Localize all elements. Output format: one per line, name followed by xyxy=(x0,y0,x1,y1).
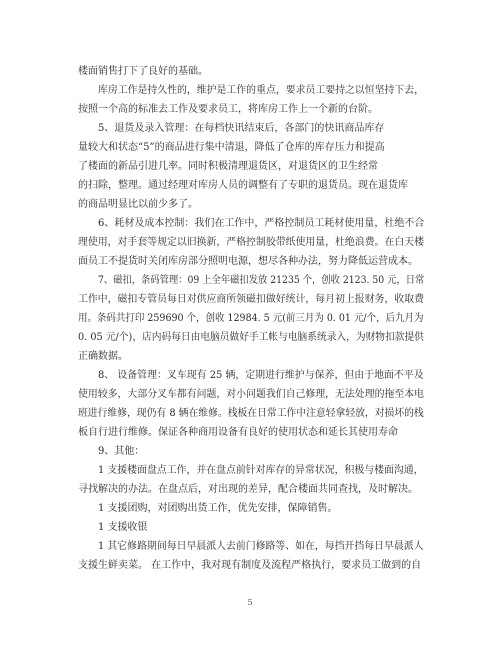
paragraph-line: 8、 设备管理：叉车现有 25 辆，定期进行维护与保养，但由于地面不平及 xyxy=(98,370,424,381)
paragraph-line: 按照一个高的标准去工作及要求员工，将库房工作上一个新的台阶。 xyxy=(78,104,378,115)
paragraph-line: 量较大和状态“5”的商品进行集中清退，降低了仓库的库存压力和提高 xyxy=(78,142,385,153)
paragraph-line: 支援生鲜卖菜。 在工作中，我对现有制度及流程严格执行，要求员工做到的自 xyxy=(78,560,422,571)
paragraph-line: 1 其它修路期间每日早晨派人去前门修路等、如在，每挡开挡每日早晨派人 xyxy=(98,541,424,552)
paragraph-line: 用。条码共打印 259690 个，创收 12984. 5 元(前三月为 0. 01 元/个，后九月为 xyxy=(78,313,424,324)
paragraph-line: 6、耗材及成本控制：我们在工作中，严格控制员工耗材使用量，杜绝不合 xyxy=(98,218,425,229)
paragraph-line: 使用较多，大部分叉车都有问题，对小问题我们自己修理，无法处理的拖至本电 xyxy=(78,389,425,400)
paragraph-line: 的扫除，整理。通过经理对库房人员的调整有了专职的退货员。现在退货库 xyxy=(78,180,408,191)
paragraph-line: 0. 05 元/个)，店内码每日由电脑员做好手工帐与电脑系统录入，为财物扣款提供 xyxy=(78,332,424,343)
page-number: 5 xyxy=(247,598,253,607)
paragraph-line: 班进行维修，现仍有 8 辆在维修。栈板在日常工作中注意轻拿轻放，对损坏的栈 xyxy=(78,408,424,419)
paragraph-line: 的商品明显比以前少多了。 xyxy=(78,199,198,210)
paragraph-line: 面员工不提货时关闭库房部分照明电源，想尽各种办法，努力降低运营成本。 xyxy=(78,256,418,267)
paragraph-line: 楼面销售打下了良好的基础。 xyxy=(78,66,208,77)
paragraph-line: 5、退货及录入管理：在每档快讯结束后，各部门的快讯商品库存 xyxy=(98,123,385,134)
paragraph-line: 板自行进行维修。保证各种商用设备有良好的使用状态和延长其使用寿命 xyxy=(78,427,398,438)
paragraph-line: 7、磁扣，条码管理：09 上全年磁扣发放 21235 个，创收 2123. 50 元，日常 xyxy=(98,275,425,286)
paragraph-line: 1 支援团购，对团购出货工作，优先安排，保障销售。 xyxy=(98,503,338,514)
paragraph-line: 库房工作是持久性的，维护是工作的重点，要求员工要持之以恒坚持下去， xyxy=(98,85,425,96)
paragraph-line: 理使用，对手套等规定以旧换新，严格控制胶带纸使用量，杜绝浪费。在白天楼 xyxy=(78,237,425,248)
paragraph-line: 9、其他： xyxy=(98,446,145,457)
paragraph-line: 正确数据。 xyxy=(78,351,128,362)
paragraph-line: 1 支援楼面盘点工作，并在盘点前针对库存的异常状况，积极与楼面沟通， xyxy=(98,465,424,476)
paragraph-line: 了楼面的新品引进几率。同时积极清理退货区，对退货区的卫生经常 xyxy=(78,161,378,172)
paragraph-line: 1 支援收银 xyxy=(98,522,148,533)
paragraph-line: 工作中，磁扣专管员每日对供应商所领磁扣做好统计，每月初上报财务，收取费 xyxy=(78,294,425,305)
paragraph-line: 寻找解决的办法。在盘点后，对出现的差异，配合楼面共同查找，及时解决。 xyxy=(78,484,418,495)
